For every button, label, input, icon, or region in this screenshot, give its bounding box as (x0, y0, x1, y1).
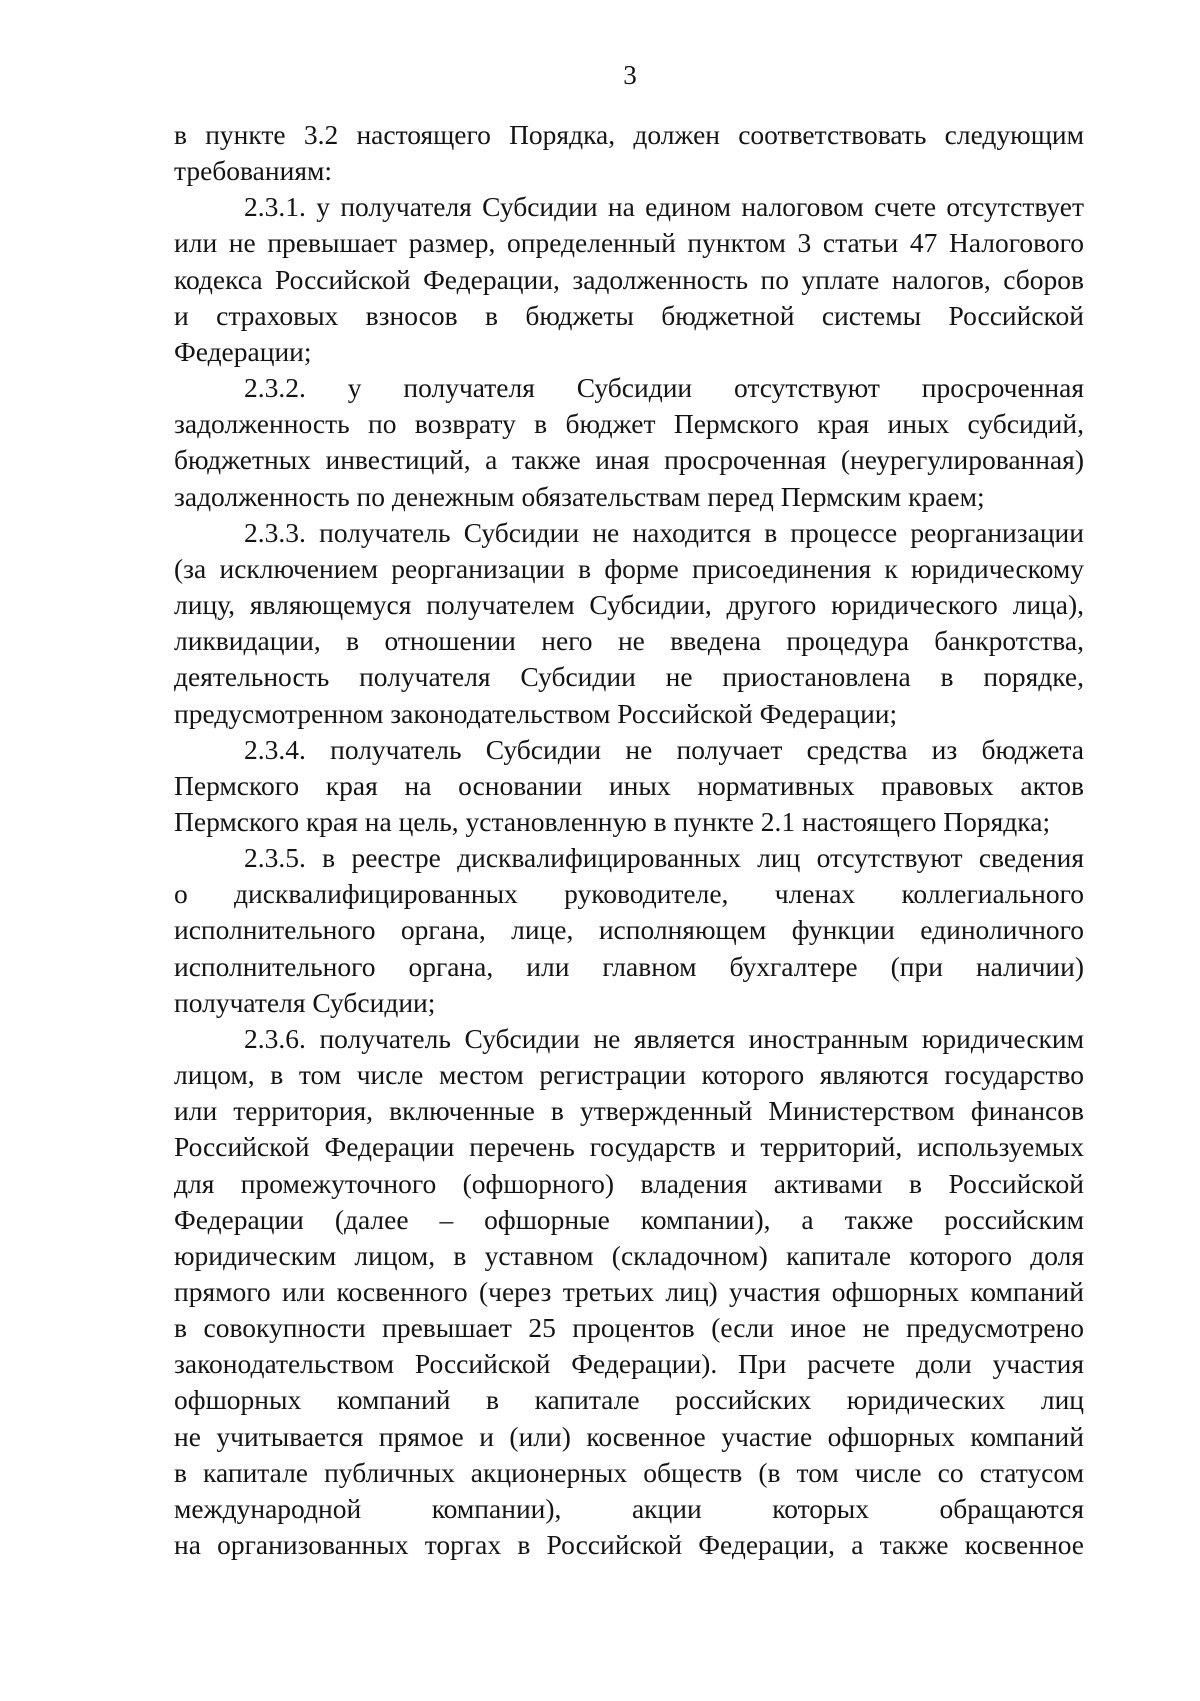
text-line: офшорных компаний в капитале российских юридических лиц (174, 1384, 1084, 1416)
text-line: деятельность получателя Субсидии не приостановлена в порядке, (174, 661, 1084, 693)
text-line: прямого или косвенного (через третьих лиц) участия офшорных компаний (174, 1276, 1084, 1307)
paragraph (174, 117, 1084, 189)
text-line: в капитале публичных акционерных обществ (в том числе со статусом (174, 1456, 1084, 1488)
text-line: или не превышает размер, определенный пунктом 3 статьи 47 Налогового (174, 227, 1084, 259)
text-line: юридическим лицом, в уставном (складочном) капитале которого доля (174, 1239, 1084, 1271)
text-line: задолженность по денежным обязательствам перед Пермским краем; (174, 480, 985, 512)
text-line: (за исключением реорганизации в форме присоединения к юридическому (174, 552, 1084, 584)
text-line: 2.3.3. получатель Субсидии не находится в процессе реорганизации (244, 516, 1084, 548)
text-line: законодательством Российской Федерации). При расчете доли участия (174, 1348, 1084, 1380)
text-line: для промежуточного (офшорного) владения активами в Российской (174, 1167, 1084, 1199)
text-line: на организованных торгах в Российской Федерации, а также косвенное (174, 1529, 1084, 1561)
text-line: ликвидации, в отношении него не введена процедура банкротства, (174, 625, 1084, 657)
text-line: не учитывается прямое и (или) косвенное участие офшорных компаний (174, 1420, 1084, 1452)
text-line: международной компании), акции которых обращаются (174, 1492, 1084, 1524)
text-line: задолженность по возврату в бюджет Пермского края иных субсидий, (174, 408, 1084, 440)
text-line: 2.3.4. получатель Субсидии не получает средства из бюджета (244, 733, 1084, 765)
text-line: кодекса Российской Федерации, задолженность по уплате налогов, сборов (174, 263, 1084, 295)
paragraph (174, 189, 1084, 370)
text-line: получателя Субсидии; (174, 986, 436, 1018)
text-line: 2.3.5. в реестре дисквалифицированных лиц отсутствуют сведения (244, 842, 1084, 874)
text-line: бюджетных инвестиций, а также иная просроченная (неурегулированная) (174, 444, 1084, 476)
text-line: требованиям: (174, 155, 333, 187)
text-line: в пункте 3.2 настоящего Порядка, должен соответствовать следующим (174, 119, 1084, 150)
paragraph (174, 370, 1084, 515)
text-line: и страховых взносов в бюджеты бюджетной системы Российской (174, 299, 1084, 331)
paragraph (174, 732, 1084, 840)
text-line: о дисквалифицированных руководителе, членах коллегиального (174, 878, 1084, 910)
paragraph (174, 840, 1084, 1021)
text-line: Федерации (далее – офшорные компании), а также российским (174, 1203, 1084, 1235)
paragraph (174, 515, 1084, 732)
text-line: 2.3.6. получатель Субсидии не является иностранным юридическим (244, 1022, 1084, 1054)
text-line: лицу, являющемуся получателем Субсидии, другого юридического лица), (174, 589, 1084, 621)
text-line: или территория, включенные в утвержденный Министерством финансов (174, 1095, 1084, 1127)
text-line: Пермского края на цель, установленную в пункте 2.1 настоящего Порядка; (174, 805, 1051, 837)
text-line: исполнительного органа, или главном бухгалтере (при наличии) (174, 950, 1084, 982)
text-line: 2.3.2. у получателя Субсидии отсутствуют просроченная (244, 372, 1084, 404)
text-line: лицом, в том числе местом регистрации которого являются государство (174, 1059, 1084, 1091)
document-body (174, 117, 1084, 1563)
text-line: предусмотренном законодательством Российской Федерации; (174, 697, 898, 729)
text-line: Российской Федерации перечень государств и территорий, используемых (174, 1131, 1084, 1163)
page-number: 3 (623, 60, 637, 90)
text-line: 2.3.1. у получателя Субсидии на едином налоговом счете отсутствует (244, 191, 1084, 223)
text-line: в совокупности превышает 25 процентов (если иное не предусмотрено (174, 1312, 1084, 1344)
text-line: Пермского края на основании иных нормативных правовых актов (174, 769, 1084, 801)
paragraph (174, 1021, 1084, 1563)
text-line: Федерации; (174, 335, 312, 367)
text-line: исполнительного органа, лице, исполняющем функции единоличного (174, 914, 1084, 946)
